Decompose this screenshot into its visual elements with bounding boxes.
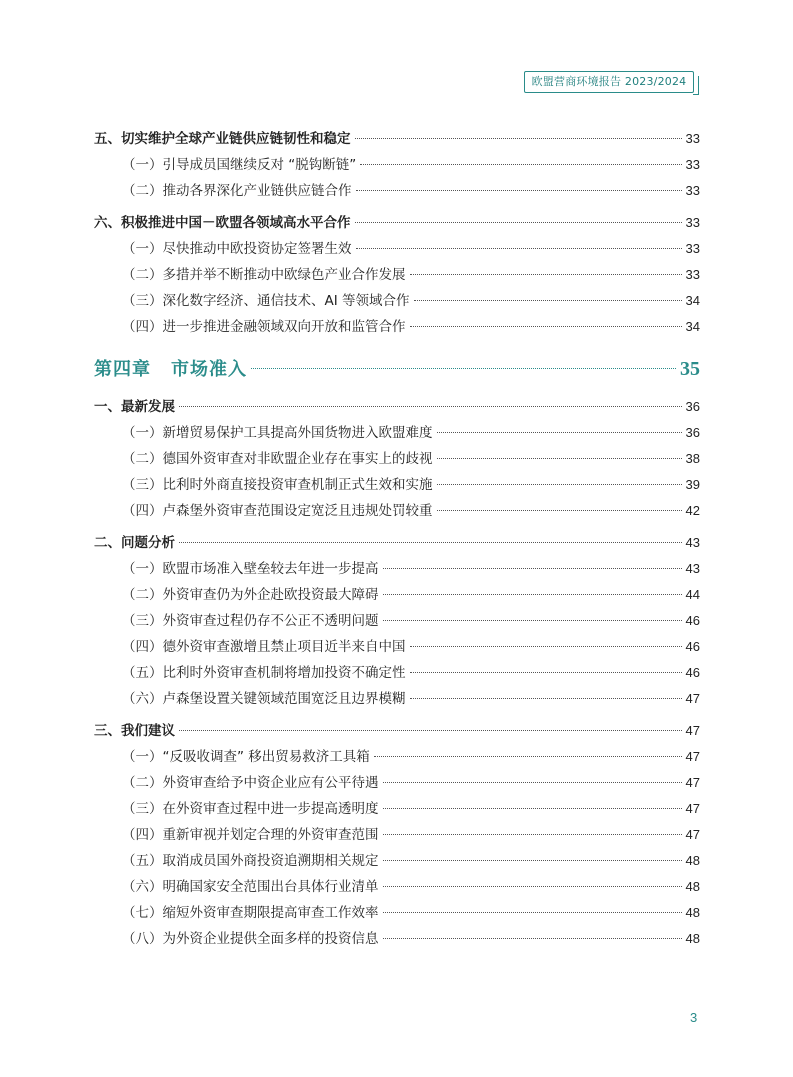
toc-item-title: （八）为外资企业提供全面多样的投资信息 bbox=[122, 931, 379, 947]
toc-item[interactable] bbox=[94, 472, 700, 498]
toc-page-number: 33 bbox=[685, 267, 700, 282]
toc-item[interactable] bbox=[94, 608, 700, 634]
dot-leader bbox=[356, 190, 682, 191]
toc-page-number: 43 bbox=[685, 535, 700, 550]
toc-page-number: 46 bbox=[685, 665, 700, 680]
toc-section-1[interactable] bbox=[94, 394, 700, 420]
toc-page-number: 33 bbox=[685, 183, 700, 198]
dot-leader bbox=[355, 222, 682, 223]
toc-item[interactable] bbox=[94, 796, 700, 822]
toc-page-number: 43 bbox=[685, 561, 700, 576]
dot-leader bbox=[356, 248, 682, 249]
toc-section-6[interactable] bbox=[94, 210, 700, 236]
toc-item[interactable] bbox=[94, 420, 700, 446]
dot-leader bbox=[251, 368, 676, 369]
toc-item[interactable] bbox=[94, 926, 700, 952]
toc-item[interactable] bbox=[94, 236, 700, 262]
dot-leader bbox=[414, 300, 682, 301]
toc-item-title: （二）外资审查仍为外企赴欧投资最大障碍 bbox=[122, 587, 379, 603]
toc-section-3[interactable] bbox=[94, 718, 700, 744]
dot-leader bbox=[383, 912, 682, 913]
toc-item[interactable] bbox=[94, 660, 700, 686]
toc-page-number: 33 bbox=[685, 241, 700, 256]
toc-item[interactable] bbox=[94, 498, 700, 524]
toc-section-2[interactable] bbox=[94, 530, 700, 556]
toc-page-number: 48 bbox=[685, 905, 700, 920]
dot-leader bbox=[179, 542, 682, 543]
dot-leader bbox=[383, 782, 682, 783]
toc-item-title: （五）比利时外资审查机制将增加投资不确定性 bbox=[122, 665, 406, 681]
toc-item-title: （三）比利时外商直接投资审查机制正式生效和实施 bbox=[122, 477, 433, 493]
dot-leader bbox=[383, 620, 682, 621]
toc-item[interactable] bbox=[94, 178, 700, 204]
toc-page-number: 38 bbox=[685, 451, 700, 466]
toc-page-number: 47 bbox=[685, 801, 700, 816]
toc-page-number: 36 bbox=[685, 425, 700, 440]
toc-item-title: （一）“反吸收调查” 移出贸易救济工具箱 bbox=[122, 749, 370, 765]
toc-item-title: （六）明确国家安全范围出台具体行业清单 bbox=[122, 879, 379, 895]
toc-page-number: 47 bbox=[685, 749, 700, 764]
dot-leader bbox=[410, 672, 682, 673]
toc-page-number: 47 bbox=[685, 691, 700, 706]
toc-section-title: 三、我们建议 bbox=[94, 723, 175, 739]
table-of-contents bbox=[94, 126, 700, 952]
dot-leader bbox=[383, 860, 682, 861]
toc-item-title: （二）德国外资审查对非欧盟企业存在事实上的歧视 bbox=[122, 451, 433, 467]
toc-item-title: （四）重新审视并划定合理的外资审查范围 bbox=[122, 827, 379, 843]
toc-item[interactable] bbox=[94, 822, 700, 848]
toc-item[interactable] bbox=[94, 874, 700, 900]
toc-item-title: （四）德外资审查激增且禁止项目近半来自中国 bbox=[122, 639, 406, 655]
toc-page-number: 48 bbox=[685, 931, 700, 946]
toc-chapter-4[interactable] bbox=[94, 352, 700, 386]
toc-section-title: 六、积极推进中国－欧盟各领域高水平合作 bbox=[94, 215, 351, 231]
dot-leader bbox=[383, 594, 682, 595]
toc-item[interactable] bbox=[94, 582, 700, 608]
dot-leader bbox=[383, 938, 682, 939]
toc-item[interactable] bbox=[94, 848, 700, 874]
toc-item-title: （一）新增贸易保护工具提高外国货物进入欧盟难度 bbox=[122, 425, 433, 441]
toc-item[interactable] bbox=[94, 686, 700, 712]
dot-leader bbox=[383, 568, 682, 569]
toc-item[interactable] bbox=[94, 314, 700, 340]
dot-leader bbox=[437, 484, 682, 485]
toc-item-title: （五）取消成员国外商投资追溯期相关规定 bbox=[122, 853, 379, 869]
toc-page-number: 48 bbox=[685, 879, 700, 894]
dot-leader bbox=[179, 406, 682, 407]
toc-page-number: 48 bbox=[685, 853, 700, 868]
toc-item-title: （二）推动各界深化产业链供应链合作 bbox=[122, 183, 352, 199]
toc-item-title: （二）外资审查给予中资企业应有公平待遇 bbox=[122, 775, 379, 791]
toc-page-number: 36 bbox=[685, 399, 700, 414]
dot-leader bbox=[360, 164, 681, 165]
toc-item-title: （三）深化数字经济、通信技术、AI 等领域合作 bbox=[122, 293, 410, 309]
dot-leader bbox=[410, 646, 682, 647]
page-number: 3 bbox=[690, 1010, 698, 1025]
toc-item[interactable] bbox=[94, 744, 700, 770]
toc-page-number: 46 bbox=[685, 639, 700, 654]
toc-item[interactable] bbox=[94, 262, 700, 288]
dot-leader bbox=[374, 756, 682, 757]
toc-item-title: （六）卢森堡设置关键领域范围宽泛且边界模糊 bbox=[122, 691, 406, 707]
toc-item[interactable] bbox=[94, 152, 700, 178]
toc-item-title: （三）在外资审查过程中进一步提高透明度 bbox=[122, 801, 379, 817]
toc-page-number: 34 bbox=[685, 293, 700, 308]
toc-section-5[interactable] bbox=[94, 126, 700, 152]
toc-item-title: （七）缩短外资审查期限提高审查工作效率 bbox=[122, 905, 379, 921]
chapter-number: 第四章 bbox=[94, 359, 151, 380]
toc-page-number: 33 bbox=[685, 215, 700, 230]
toc-page-number: 46 bbox=[685, 613, 700, 628]
toc-item[interactable] bbox=[94, 288, 700, 314]
toc-item[interactable] bbox=[94, 634, 700, 660]
toc-page-number: 39 bbox=[685, 477, 700, 492]
toc-section-title: 一、最新发展 bbox=[94, 399, 175, 415]
dot-leader bbox=[383, 808, 682, 809]
dot-leader bbox=[383, 886, 682, 887]
dot-leader bbox=[410, 326, 682, 327]
chapter-name: 市场准入 bbox=[171, 359, 247, 380]
dot-leader bbox=[410, 274, 682, 275]
toc-page-number: 47 bbox=[685, 775, 700, 790]
toc-page-number: 33 bbox=[685, 157, 700, 172]
report-title-tag: 欧盟营商环境报告 2023/2024 bbox=[524, 71, 694, 93]
toc-item-title: （一）引导成员国继续反对 “脱钩断链” bbox=[122, 157, 357, 173]
toc-chapter-page-number: 35 bbox=[680, 358, 700, 380]
toc-item-title: （一）尽快推动中欧投资协定签署生效 bbox=[122, 241, 352, 257]
toc-page-number: 42 bbox=[685, 503, 700, 518]
toc-page-number: 33 bbox=[685, 131, 700, 146]
toc-page-number: 47 bbox=[685, 723, 700, 738]
toc-item[interactable] bbox=[94, 900, 700, 926]
toc-item[interactable] bbox=[94, 770, 700, 796]
toc-item-title: （四）卢森堡外资审查范围设定宽泛且违规处罚较重 bbox=[122, 503, 433, 519]
dot-leader bbox=[355, 138, 682, 139]
toc-item-title: （二）多措并举不断推动中欧绿色产业合作发展 bbox=[122, 267, 406, 283]
dot-leader bbox=[437, 458, 682, 459]
toc-section-title: 二、问题分析 bbox=[94, 535, 175, 551]
toc-page-number: 44 bbox=[685, 587, 700, 602]
toc-section-title: 五、切实维护全球产业链供应链韧性和稳定 bbox=[94, 131, 351, 147]
toc-item[interactable] bbox=[94, 556, 700, 582]
dot-leader bbox=[410, 698, 682, 699]
toc-page-number: 34 bbox=[685, 319, 700, 334]
dot-leader bbox=[437, 510, 682, 511]
dot-leader bbox=[179, 730, 682, 731]
toc-item[interactable] bbox=[94, 446, 700, 472]
toc-page-number: 47 bbox=[685, 827, 700, 842]
dot-leader bbox=[383, 834, 682, 835]
toc-item-title: （三）外资审查过程仍存不公正不透明问题 bbox=[122, 613, 379, 629]
toc-item-title: （四）进一步推进金融领域双向开放和监管合作 bbox=[122, 319, 406, 335]
dot-leader bbox=[437, 432, 682, 433]
toc-item-title: （一）欧盟市场准入壁垒较去年进一步提高 bbox=[122, 561, 379, 577]
toc-chapter-title bbox=[94, 353, 247, 387]
